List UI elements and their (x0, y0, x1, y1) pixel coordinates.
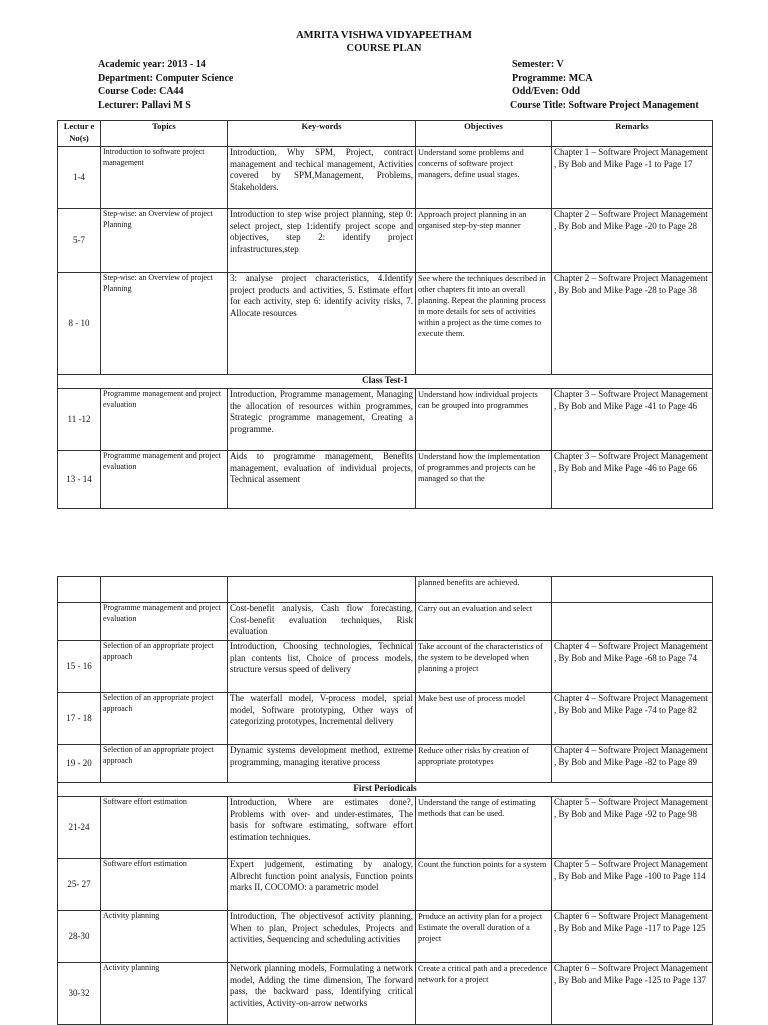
keywords-cell: Introduction, Choosing technologies, Technical plan contents list, Choice of process models, structure versus speed of delivery (228, 641, 416, 693)
course-meta-left (98, 58, 233, 112)
remarks-cell: Chapter 1 – Software Project Management , By Bob and Mike Page -1 to Page 17 (552, 147, 713, 209)
topic-cell (101, 577, 228, 603)
objectives-cell: Understand how individual projects can be grouped into programmes (416, 389, 552, 451)
table-row (58, 797, 713, 859)
objectives-cell: Reduce other risks by creation of appropriate prototypes (416, 745, 552, 783)
remarks-cell: Chapter 5 – Software Project Management , By Bob and Mike Page -100 to Page 114 (552, 859, 713, 911)
keywords-cell: Introduction, The objectivesof activity planning, When to plan, Project schedules, Projects and activities, Sequencing and scheduling activities (228, 911, 416, 963)
course-code: Course Code: CA44 (98, 86, 184, 97)
table-row (58, 603, 713, 641)
objectives-cell: Take account of the characteristics of the system to be developed when planning a project (416, 641, 552, 693)
section-label: Class Test-1 (58, 375, 713, 389)
remarks-cell: Chapter 2 – Software Project Management , By Bob and Mike Page -28 to Page 38 (552, 273, 713, 375)
remarks-cell: Chapter 5 – Software Project Management , By Bob and Mike Page -92 to Page 98 (552, 797, 713, 859)
table-row (58, 147, 713, 209)
academic-year: Academic year: 2013 - 14 (98, 59, 206, 70)
remarks-cell: Chapter 4 – Software Project Management , By Bob and Mike Page -82 to Page 89 (552, 745, 713, 783)
keywords-cell: Network planning models, Formulating a network model, Adding the time dimension, The forward pass, the backward pass, Identifying critical activities, Activity-on-arrow networks (228, 963, 416, 1025)
topic-cell: Selection of an appropriate project approach (101, 693, 228, 745)
lecture-no: 13 - 14 (58, 451, 101, 509)
lecturer: Lecturer: Pallavi M S (98, 99, 191, 111)
lecture-no: 19 - 20 (58, 745, 101, 783)
course-plan-table-page2 (57, 576, 713, 1025)
col-header-objectives: Objectives (416, 121, 552, 147)
table-row (58, 911, 713, 963)
remarks-cell (552, 603, 713, 641)
topic-cell: Programme management and project evaluation (101, 451, 228, 509)
keywords-cell: Dynamic systems development method, extreme programming, managing iterative process (228, 745, 416, 783)
table-row (58, 273, 713, 375)
table-row (58, 209, 713, 273)
keywords-cell: Introduction, Why SPM, Project, contract management and techical management, Activities covered by SPM,Management, Problems, Stakeholders. (228, 147, 416, 209)
remarks-cell: Chapter 6 – Software Project Management , By Bob and Mike Page -117 to Page 125 (552, 911, 713, 963)
lecture-no: 30-32 (58, 963, 101, 1025)
lecture-no: 5-7 (58, 209, 101, 273)
keywords-cell: Introduction, Where are estimates done?, Problems with over- and under-estimates, The basis for software estimating, software effort estimation techniques. (228, 797, 416, 859)
objectives-cell: Understand the range of estimating methods that can be used. (416, 797, 552, 859)
topic-cell: Activity planning (101, 963, 228, 1025)
objectives-cell: Carry out an evaluation and select (416, 603, 552, 641)
lecture-no: 1-4 (58, 147, 101, 209)
topic-cell: Programme management and project evaluation (101, 389, 228, 451)
remarks-cell: Chapter 4 – Software Project Management , By Bob and Mike Page -74 to Page 82 (552, 693, 713, 745)
semester: Semester: V (512, 59, 564, 70)
table-row (58, 641, 713, 693)
objectives-cell: planned benefits are achieved. (416, 577, 552, 603)
objectives-cell: Produce an activity plan for a project Estimate the overall duration of a project (416, 911, 552, 963)
remarks-cell (552, 577, 713, 603)
table-row (58, 693, 713, 745)
lecture-no: 15 - 16 (58, 641, 101, 693)
keywords-cell: Expert judgement, estimating by analogy, Albrecht function point analysis, Function points marks II, COCOMO: a parametric model (228, 859, 416, 911)
topic-cell: Selection of an appropriate project approach (101, 745, 228, 783)
topic-cell: Step-wise: an Overview of project Planning (101, 273, 228, 375)
course-title: Course Title: Software Project Management (510, 99, 699, 111)
col-header-topics: Topics (101, 121, 228, 147)
table-row (58, 859, 713, 911)
remarks-cell: Chapter 3 – Software Project Management , By Bob and Mike Page -41 to Page 46 (552, 389, 713, 451)
keywords-cell: The waterfall model, V-process model, sprial model, Software prototyping, Other ways of categorizing prototypes, Incremental delivery (228, 693, 416, 745)
lecture-no: 8 - 10 (58, 273, 101, 375)
remarks-cell: Chapter 3 – Software Project Management , By Bob and Mike Page -46 to Page 66 (552, 451, 713, 509)
keywords-cell: Cost-benefit analysis, Cash flow forecasting, Cost-benefit evaluation techniques, Risk evaluation (228, 603, 416, 641)
topic-cell: Introduction to software project management (101, 147, 228, 209)
lecture-no: 17 - 18 (58, 693, 101, 745)
document-title: COURSE PLAN (346, 43, 422, 54)
programme: Programme: MCA (512, 72, 593, 84)
lecture-no (58, 577, 101, 603)
keywords-cell: Introduction, Programme management, Managing the allocation of resources within programmes, Strategic programme management, Creating a programme. (228, 389, 416, 451)
course-meta-right (510, 58, 699, 112)
table-row (58, 745, 713, 783)
lecture-no (58, 603, 101, 641)
topic-cell: Programme management and project evaluation (101, 603, 228, 641)
lecture-no: 21-24 (58, 797, 101, 859)
objectives-cell: Count the function points for a system (416, 859, 552, 911)
objectives-cell: Make best use of process model (416, 693, 552, 745)
keywords-cell (228, 577, 416, 603)
table-row (58, 451, 713, 509)
objectives-cell: Approach project planning in an organised step-by-step manner (416, 209, 552, 273)
remarks-cell: Chapter 6 – Software Project Management , By Bob and Mike Page -125 to Page 137 (552, 963, 713, 1025)
table-row (58, 389, 713, 451)
university-name: AMRITA VISHWA VIDYAPEETHAM (296, 30, 472, 41)
lecture-no: 11 -12 (58, 389, 101, 451)
table-row (58, 963, 713, 1025)
col-header-remarks: Remarks (552, 121, 713, 147)
remarks-cell: Chapter 4 – Software Project Management , By Bob and Mike Page -68 to Page 74 (552, 641, 713, 693)
topic-cell: Activity planning (101, 911, 228, 963)
section-row (58, 375, 713, 389)
keywords-cell: Introduction to step wise project planning, step 0: select project, step 1:identify project scope and objectives, step 2: identify project infrastructures,step (228, 209, 416, 273)
department: Department: Computer Science (98, 72, 234, 84)
objectives-cell: Understand some problems and concerns of software project managers, define usual stages. (416, 147, 552, 209)
odd-even: Odd/Even: Odd (512, 86, 581, 97)
section-label: First Periodicals (58, 783, 713, 797)
lecture-no: 25- 27 (58, 859, 101, 911)
topic-cell: Selection of an appropriate project approach (101, 641, 228, 693)
col-header-keywords: Key-words (228, 121, 416, 147)
topic-cell: Software effort estimation (101, 859, 228, 911)
keywords-cell: Aids to programme management, Benefits management, evaluation of individual projects, Technical assement (228, 451, 416, 509)
keywords-cell: 3: analyse project characteristics, 4.Identify project products and activities, 5. Estimate effort for each activity, step 6: identify acivity risks, 7. Allocate resources (228, 273, 416, 375)
table-row (58, 577, 713, 603)
course-plan-table-page1 (57, 120, 713, 509)
objectives-cell: See where the techniques described in other chapters fit into an overall planning. Repeat the planning process in more details for sets of activities within a project as the time comes to execute them. (416, 273, 552, 375)
col-header-lecture: Lectur e No(s) (58, 121, 101, 147)
remarks-cell: Chapter 2 – Software Project Management , By Bob and Mike Page -20 to Page 28 (552, 209, 713, 273)
objectives-cell: Understand how the implementation of programmes and projects can be managed so that the (416, 451, 552, 509)
objectives-cell: Create a critical path and a precedence network for a project (416, 963, 552, 1025)
lecture-no: 28-30 (58, 911, 101, 963)
topic-cell: Step-wise: an Overview of project Planning (101, 209, 228, 273)
topic-cell: Software effort estimation (101, 797, 228, 859)
section-row (58, 783, 713, 797)
table-header-row (58, 121, 713, 147)
